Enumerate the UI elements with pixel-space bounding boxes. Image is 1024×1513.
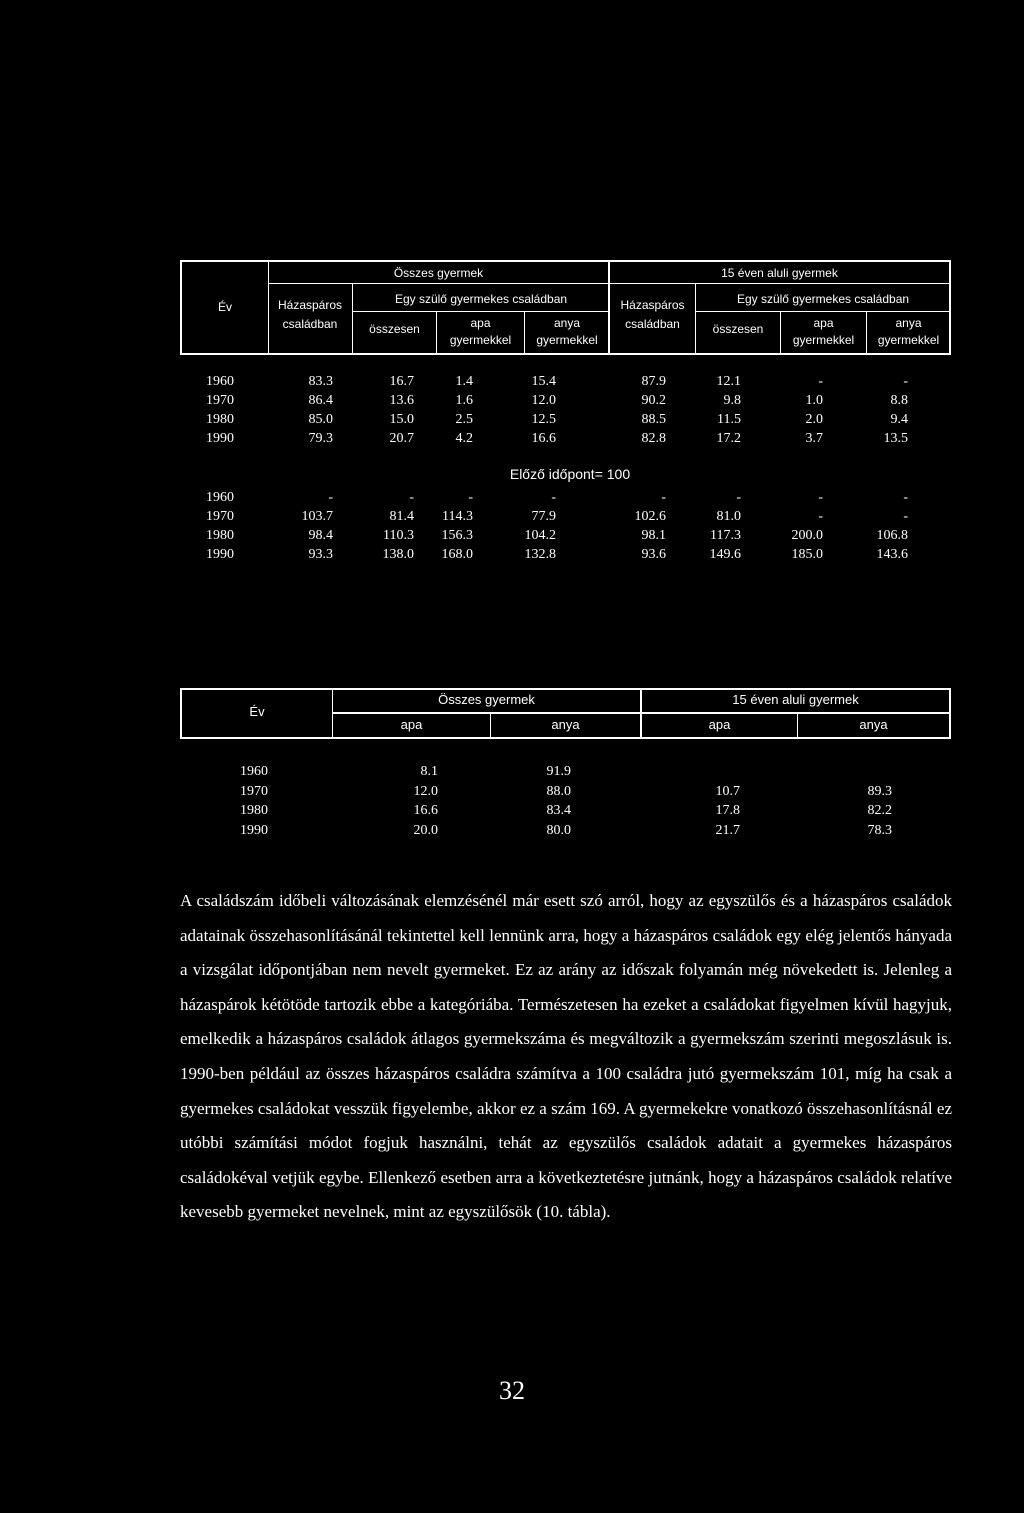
table-cell: 98.4 (308, 528, 333, 543)
table-cell: 9.8 (723, 393, 741, 408)
table1-header-apa-2: gyermekkel (792, 333, 855, 347)
table-cell: 12.0 (413, 783, 438, 799)
row-year: 1970 (206, 393, 234, 408)
table-cell: 21.7 (715, 822, 740, 838)
table-cell: 103.7 (301, 509, 333, 524)
table-cell: 13.5 (883, 431, 908, 446)
table1-header-osszes-gyermek: Összes gyermek (393, 266, 484, 280)
table-cell: - (409, 490, 414, 505)
table-cell: 15.0 (389, 412, 414, 427)
table-cell: - (818, 490, 823, 505)
table-cell: 20.7 (389, 431, 414, 446)
table1-header-hazasparos-2: családban (625, 317, 680, 331)
table1-header-hazasparos-1: Házaspáros (277, 298, 343, 312)
table-cell: 4.2 (455, 431, 473, 446)
table-cell: 83.4 (546, 803, 571, 818)
table-cell: 10.7 (715, 783, 740, 799)
table2-header-apa-2: apa (708, 717, 731, 732)
table-cell: 114.3 (442, 509, 473, 524)
table-cell: 1.0 (805, 393, 823, 408)
table-cell: 102.6 (634, 509, 666, 524)
table-cell: 16.6 (413, 803, 438, 818)
table-cell: 77.9 (531, 509, 556, 524)
table-cell: 16.6 (531, 431, 556, 446)
table1-divider (268, 283, 950, 284)
table-cell: 15.4 (531, 374, 556, 389)
row-year: 1980 (240, 803, 268, 818)
row-year: 1970 (240, 783, 268, 799)
table-cell: 16.7 (389, 374, 414, 389)
table1-divider (695, 311, 950, 312)
row-year: 1960 (206, 490, 234, 505)
table-cell: 91.9 (546, 764, 571, 779)
table-cell: 83.3 (308, 374, 333, 389)
table-cell: 78.3 (867, 822, 892, 838)
table-cell: 89.3 (867, 783, 892, 799)
table2-header-osszes-gyermek: Összes gyermek (438, 692, 535, 707)
table2-divider (332, 712, 950, 714)
table1-border-top (180, 260, 951, 262)
table-cell: - (551, 490, 556, 505)
table-cell: 143.6 (876, 547, 908, 562)
row-year: 1980 (206, 528, 234, 543)
table-cell: 82.2 (867, 803, 892, 818)
table-cell: 11.5 (717, 412, 741, 427)
table1-header-anya-1: anya (553, 316, 581, 330)
table-cell: - (468, 490, 473, 505)
table2-header-anya-2: anya (859, 717, 888, 732)
row-year: 1990 (206, 547, 234, 562)
table-cell: - (736, 490, 741, 505)
table-cell: 168.0 (441, 547, 473, 562)
table-cell: - (818, 509, 823, 524)
table1-header-osszesen-2: összesen (712, 322, 764, 336)
table2-header-anya-1: anya (551, 717, 580, 732)
table1-header-apa-1: apa (470, 316, 491, 330)
table2-header-apa-1: apa (400, 717, 423, 732)
table-cell: 86.4 (308, 393, 333, 408)
table1-section-label: Előző időpont= 100 (509, 466, 631, 482)
table-cell: 88.0 (546, 783, 571, 799)
table-cell: - (903, 509, 908, 524)
table1-header-apa-1: gyermekkel (449, 333, 512, 347)
table-cell: 132.8 (524, 547, 556, 562)
table-cell: 156.3 (441, 528, 473, 543)
table-cell: 98.1 (641, 528, 666, 543)
table1-divider (352, 311, 609, 312)
table-cell: 93.3 (308, 547, 333, 562)
table1-header-egyszulo-1: Egy szülő gyermekes családban (394, 292, 568, 306)
body-text (180, 884, 952, 1230)
row-year: 1980 (206, 412, 234, 427)
body-paragraph: A családszám időbeli változásának elemzésénél már esett szó arról, hogy az egyszülős és a házaspáros családok adatainak összehasonlításánál tekintettel kell lennünk arra, hogy a házaspáros családok egy elég jelentős hányada a vizsgálat időpontjában nem nevelt gyermeket. Ez az arány az időszak folyamán még növekedett is. Jelenleg a házaspárok kétötöde tartozik ebbe a kategóriába. Természetesen ha ezeket a családokat figyelmen kívül hagyjuk, emelkedik a házaspáros családok átlagos gyermekszáma és megváltozik a gyermekszám szerinti megoszlásuk is. 1990-ben például az összes házaspáros családra számítva a 100 családra jutó gyermekszám 101, míg ha csak a gyermekes családokat vesszük figyelembe, akkor ez a szám 169. A gyermekekre vonatkozó összehasonlításnál ez utóbbi számítási módot fogjuk használni, tehát az egyszülős családok adatait a gyermekes házaspáros családokéval vetjük egybe. Ellenkező esetben arra a következtetésre jutnánk, hogy a házaspáros családok relatíve kevesebb gyermeket nevelnek, mint az egyszülősök (10. tábla). (180, 891, 952, 1222)
table-cell: 87.9 (641, 374, 666, 389)
table1-header-ev: Év (217, 300, 232, 314)
table1-header-egyszulo-2: Egy szülő gyermekes családban (736, 292, 910, 306)
table-cell: 9.4 (890, 412, 908, 427)
table-cell: 81.4 (389, 509, 414, 524)
table2-border-bottom (180, 737, 951, 739)
table-cell: 2.0 (805, 412, 823, 427)
table2-header-under15: 15 éven aluli gyermek (732, 692, 859, 707)
table1-header-under15: 15 éven aluli gyermek (721, 266, 838, 280)
table-cell: 80.0 (546, 822, 571, 838)
table-cell: 106.8 (876, 528, 908, 543)
table1-header-anya-2: gyermekkel (877, 333, 940, 347)
page-number: 32 (499, 1376, 525, 1405)
table-cell: 17.2 (716, 431, 741, 446)
table-cell: 13.6 (389, 393, 414, 408)
table-cell: 79.3 (308, 431, 333, 446)
table-cell: 110.3 (383, 528, 414, 543)
table-cell: 2.5 (455, 412, 473, 427)
table2-border-top (180, 688, 951, 690)
table-cell: 17.8 (715, 803, 740, 818)
table-cell: 8.1 (420, 764, 438, 779)
table-cell: 12.1 (716, 374, 741, 389)
table1-header-anya-1: gyermekkel (536, 333, 598, 347)
table-cell: 12.0 (531, 393, 556, 408)
table-cell: 104.2 (524, 528, 556, 543)
table1-header-osszesen-1: összesen (369, 322, 420, 336)
table-cell: - (661, 490, 666, 505)
table-cell: 200.0 (791, 528, 823, 543)
table-cell: 3.7 (805, 431, 823, 446)
table-cell: 90.2 (641, 393, 666, 408)
table1-border-bottom (180, 353, 951, 355)
row-year: 1970 (206, 509, 234, 524)
table-cell: 20.0 (413, 822, 438, 838)
table-cell: 138.0 (382, 547, 414, 562)
table-cell: - (818, 374, 823, 389)
table-cell: 149.6 (709, 547, 741, 562)
table1-header-hazasparos-2: Házaspáros (620, 298, 685, 312)
table2-header-ev: Év (249, 704, 265, 719)
table-cell: 85.0 (308, 412, 333, 427)
table-cell: 81.0 (716, 509, 741, 524)
table-cell: - (903, 374, 908, 389)
row-year: 1960 (240, 764, 268, 779)
table1-header-anya-2: anya (895, 316, 922, 330)
table-cell: 82.8 (641, 431, 666, 446)
table-cell: - (903, 490, 908, 505)
row-year: 1990 (206, 431, 234, 446)
table-cell: 88.5 (641, 412, 666, 427)
table-cell: 1.4 (455, 374, 473, 389)
table-cell: - (328, 490, 333, 505)
row-year: 1990 (240, 822, 268, 838)
row-year: 1960 (206, 374, 234, 389)
table1-header-hazasparos-1: családban (282, 317, 338, 331)
table1-header-apa-2: apa (813, 316, 834, 330)
table-cell: 12.5 (531, 412, 556, 427)
table-cell: 8.8 (890, 393, 908, 408)
table-cell: 1.6 (455, 393, 473, 408)
table-cell: 93.6 (641, 547, 666, 562)
table-cell: 185.0 (791, 547, 823, 562)
table-cell: 117.3 (710, 528, 741, 543)
